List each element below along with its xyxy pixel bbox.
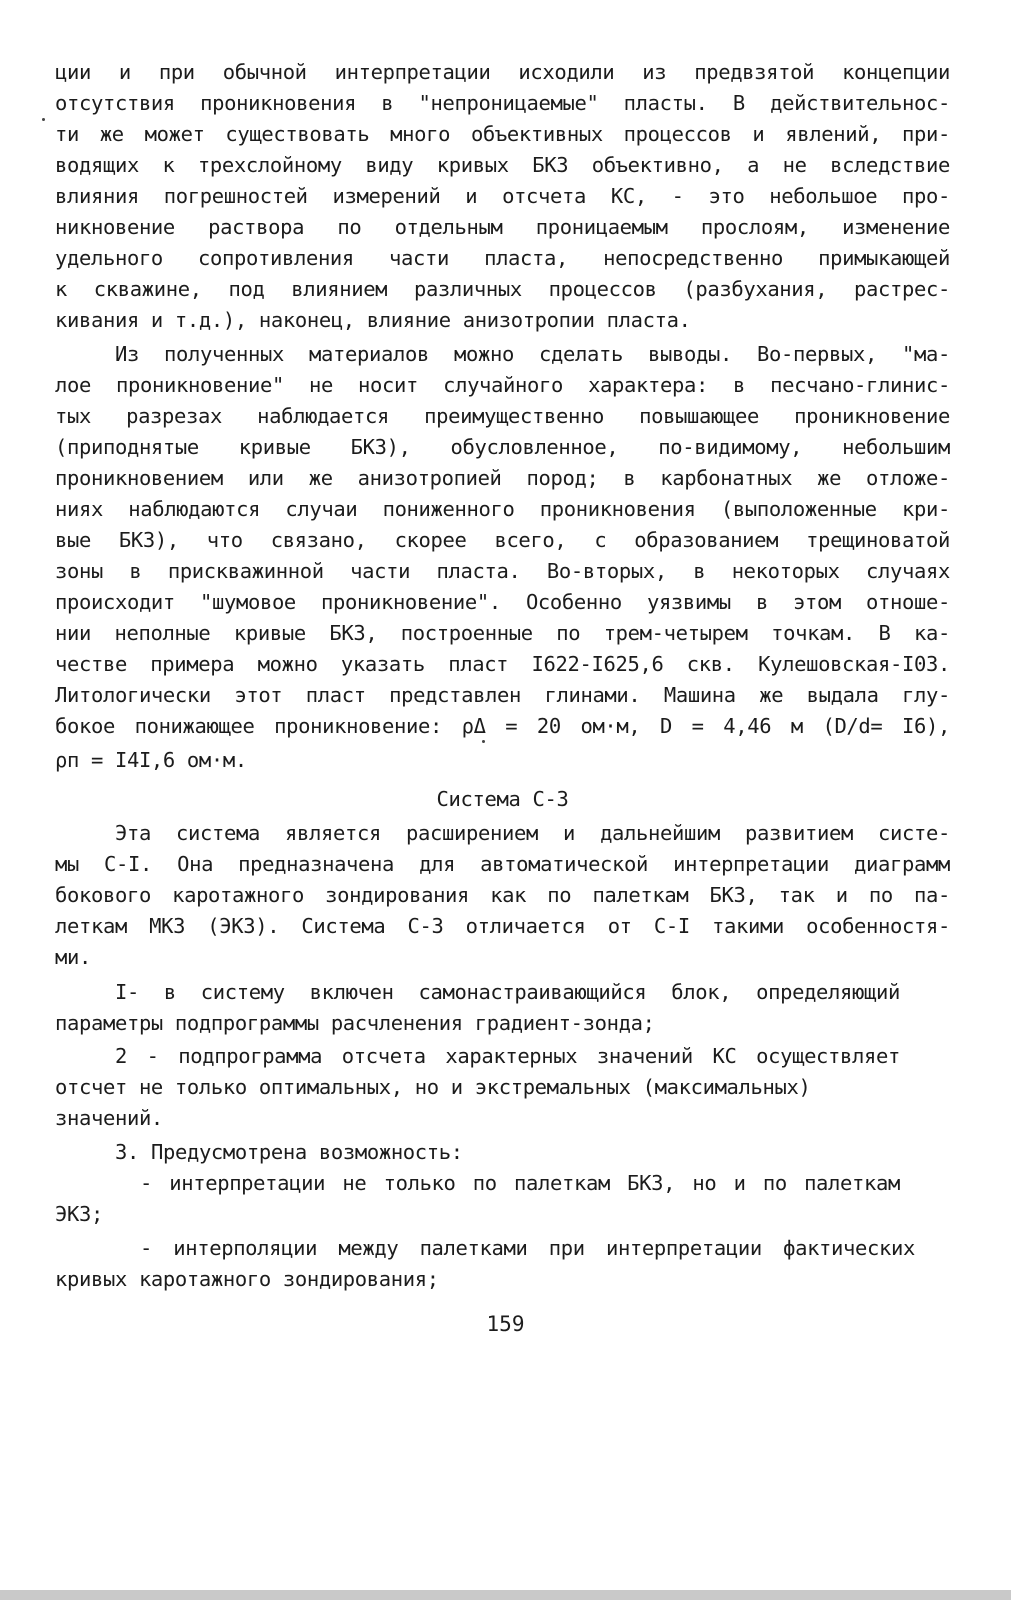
text-line: значений. bbox=[55, 1106, 163, 1130]
text-line: происходит "шумовое проникновение". Особенно уязвимы в этом отноше- bbox=[55, 590, 950, 614]
text-line: мы С-I. Она предназначена для автоматической интерпретации диаграмм bbox=[55, 852, 950, 876]
text-line: кивания и т.д.), наконец, влияние анизотропии пласта. bbox=[55, 308, 691, 332]
text-line: параметры подпрограммы расчленения градиент-зонда; bbox=[55, 1011, 655, 1035]
text-line: Литологически этот пласт представлен глинами. Машина же выдала глу- bbox=[55, 683, 950, 707]
paragraph-first-line: Из полученных материалов можно сделать выводы. Во-первых, "ма- bbox=[115, 342, 950, 366]
formula-line: бокое понижающее проникновение: ρΔ = 20 ом·м, D = 4,46 м (D/d= I6), bbox=[55, 714, 950, 738]
text-line: ми. bbox=[55, 945, 91, 969]
text-line: ЭКЗ; bbox=[55, 1202, 103, 1226]
list-item: - интерпретации не только по палеткам БКЗ, но и по палеткам bbox=[140, 1171, 900, 1195]
text-line: бокового каротажного зондирования как по палеткам БКЗ, так и по па- bbox=[55, 883, 950, 907]
text-line: влияния погрешностей измерений и отсчета КС, - это небольшое про- bbox=[55, 184, 950, 208]
list-item: I- в систему включен самонастраивающийся блок, определяющий bbox=[115, 980, 900, 1004]
text-line: лое проникновение" не носит случайного характера: в песчано-глинис- bbox=[55, 373, 950, 397]
text-line: ти же может существовать много объективных процессов и явлений, при- bbox=[55, 122, 950, 146]
text-line: к скважине, под влиянием различных процессов (разбухания, растрес- bbox=[55, 277, 950, 301]
formula-line: ρп = I4I,6 ом·м. bbox=[55, 748, 247, 772]
text-line: отсчет не только оптимальных, но и экстремальных (максимальных) bbox=[55, 1075, 811, 1099]
text-line: тых разрезах наблюдается преимущественно повышающее проникновение bbox=[55, 404, 950, 428]
text-line: нии неполные кривые БКЗ, построенные по трем-четырем точкам. В ка- bbox=[55, 621, 950, 645]
text-line: честве примера можно указать пласт I622-I625,6 скв. Кулешовская-I03. bbox=[55, 652, 950, 676]
list-item: 2 - подпрограмма отсчета характерных значений КС осуществляет bbox=[115, 1044, 900, 1068]
list-item: - интерполяции между палетками при интерпретации фактических bbox=[140, 1236, 915, 1260]
text-line: удельного сопротивления части пласта, непосредственно примыкающей bbox=[55, 246, 950, 270]
scan-bottom-edge bbox=[0, 1590, 1011, 1600]
text-line: леткам МКЗ (ЭКЗ). Система С-3 отличается от С-I такими особенностя- bbox=[55, 914, 950, 938]
text-line: кривых каротажного зондирования; bbox=[55, 1267, 439, 1291]
text-line: проникновением или же анизотропией пород; в карбонатных же отложе- bbox=[55, 466, 950, 490]
scan-speck bbox=[482, 740, 485, 743]
text-line: отсутствия проникновения в "непроницаемые" пласты. В действительнос- bbox=[55, 91, 950, 115]
text-line: (приподнятые кривые БКЗ), обусловленное, по-видимому, небольшим bbox=[55, 435, 950, 459]
text-line: водящих к трехслойному виду кривых БКЗ объективно, а не вследствие bbox=[55, 153, 950, 177]
scan-speck bbox=[42, 118, 45, 121]
text-line: ции и при обычной интерпретации исходили из предвзятой концепции bbox=[55, 60, 950, 84]
page-number: 159 bbox=[486, 1312, 525, 1336]
list-item: 3. Предусмотрена возможность: bbox=[115, 1140, 463, 1164]
text-line: никновение раствора по отдельным проницаемым прослоям, изменение bbox=[55, 215, 950, 239]
text-line: зоны в прискважинной части пласта. Во-вторых, в некоторых случаях bbox=[55, 559, 950, 583]
text-line: вые БКЗ), что связано, скорее всего, с образованием трещиноватой bbox=[55, 528, 950, 552]
section-heading: Система С-3 bbox=[436, 787, 569, 811]
text-line: ниях наблюдаются случаи пониженного проникновения (выположенные кри- bbox=[55, 497, 950, 521]
paragraph-first-line: Эта система является расширением и дальнейшим развитием систе- bbox=[115, 821, 950, 845]
